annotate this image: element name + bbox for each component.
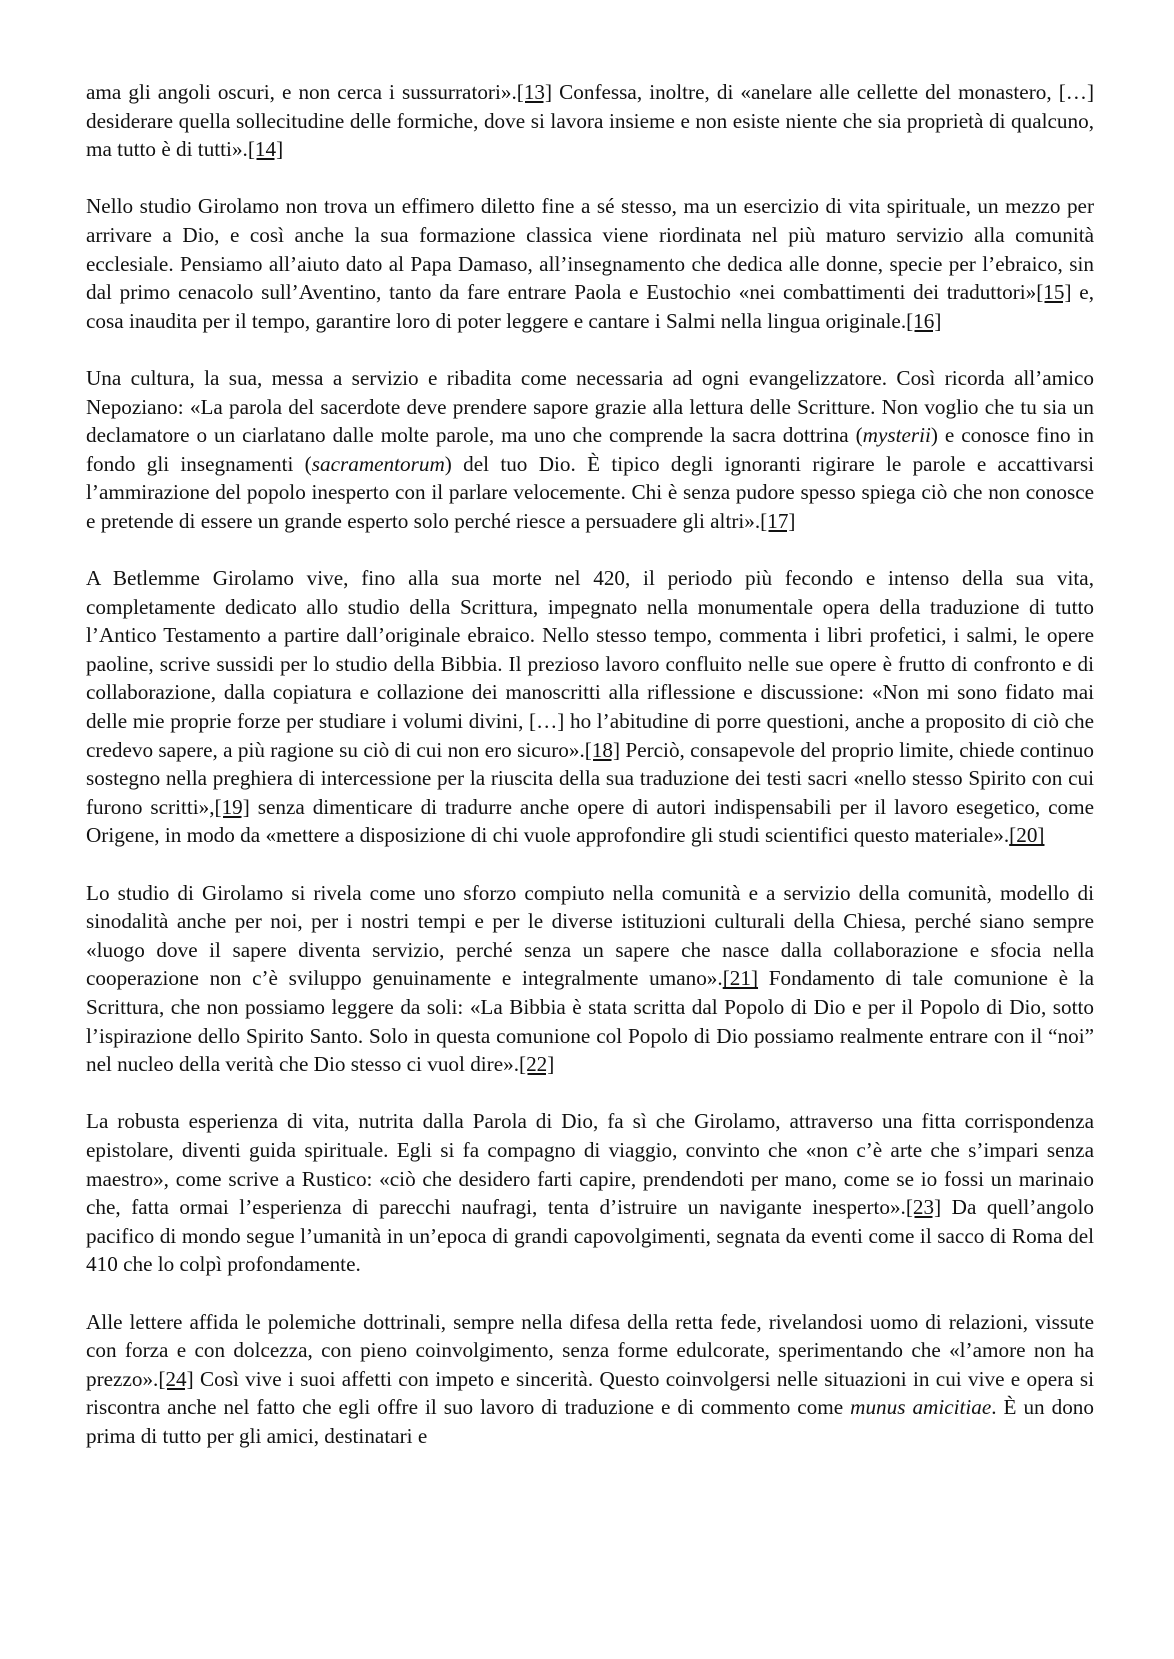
- text-run: Una cultura, la sua, messa a servizio e ribadita come necessaria ad ogni evangelizzatore. Così ricorda all’amico Nepoziano: «La parola del sacerdote deve prendere sapore grazie alla lettura delle Scritture. Non voglio che tu sia un declamatore o un ciarlatano dalle molte parole, ma uno che comprende la sacra dottrina (: [86, 365, 1094, 448]
- paragraph-7: [86, 1308, 1094, 1451]
- text-run: Fondamento di tale comunione è la Scrittura, che non possiamo leggere da soli: «La Bibbia è stata scritta dal Popolo di Dio e per il Popolo di Dio, sotto l’ispirazione dello Spirito Santo. Solo in questa comunione col Popolo di Dio possiamo realmente entrare con il “noi” nel nucleo della verità che Dio stesso ci vuol dire».: [86, 966, 1095, 1077]
- text-run: Nello studio Girolamo non trova un effimero diletto fine a sé stesso, ma un esercizio di vita spirituale, un mezzo per arrivare a Dio, e così anche la sua formazione classica viene riordinata nel più maturo servizio alla comunità ecclesiale. Pensiamo all’aiuto dato al Papa Damaso, all’insegnamento che dedica alle donne, specie per l’ebraico, sin dal primo cenacolo sull’Aventino, tanto da fare entrare Paola e Eustochio «nei combattimenti dei traduttori»: [86, 194, 1094, 305]
- text-run: . È un dono prima di tutto per gli amici, destinatari e: [86, 1395, 1094, 1448]
- footnote-link-18[interactable]: [18]: [584, 737, 621, 762]
- paragraph-1: [86, 78, 1094, 164]
- footnote-link-13[interactable]: [13]: [516, 80, 553, 104]
- footnote-link-23[interactable]: [23]: [905, 1195, 942, 1220]
- text-run: Così vive i suoi affetti con impeto e sincerità. Questo coinvolgersi nelle situazioni in cui vive e opera si riscontra anche nel fatto che egli offre il suo lavoro di traduzione e di commento come: [86, 1366, 1094, 1420]
- latin-term-munus-amicitiae: munus amicitiae: [850, 1395, 992, 1420]
- text-run: ) del tuo Dio. È tipico degli ignoranti rigirare le parole e accattivarsi l’ammirazione del popolo inesperto con il parlare velocemente. Chi è senza pudore spesso spiega ciò che non conosce e pretende di essere un grande esperto solo perché riesce a persuadere gli altri».: [86, 451, 1094, 533]
- paragraph-2: [86, 192, 1094, 335]
- text-run: e, cosa inaudita per il tempo, garantire loro di poter leggere e cantare i Salmi nella lingua originale.: [86, 280, 1094, 333]
- document-page: [86, 78, 1094, 1479]
- footnote-link-21[interactable]: [21]: [722, 966, 759, 991]
- latin-term-mysterii: mysterii: [862, 423, 931, 448]
- text-run: Lo studio di Girolamo si rivela come uno sforzo compiuto nella comunità e a servizio della comunità, modello di sinodalità anche per noi, per i nostri tempi e per le diverse istituzioni culturali della Chiesa, perché siano sempre «luogo dove il sapere diventa servizio, perché senza un sapere che nasce dalla collaborazione e sfocia nella cooperazione non c’è sviluppo genuinamente e integralmente umano».: [86, 880, 1094, 991]
- text-run: A Betlemme Girolamo vive, fino alla sua morte nel 420, il periodo più fecondo e intenso della sua vita, completamente dedicato allo studio della Scrittura, impegnato nella monumentale opera della traduzione di tutto l’Antico Testamento a partire dall’originale ebraico. Nello stesso tempo, commenta i libri profetici, i salmi, le opere paoline, scrive sussidi per lo studio della Bibbia. Il prezioso lavoro confluito nelle sue opere è frutto di confronto e di collaborazione, dalla copiatura e collazione dei manoscritti alla riflessione e discussione: «Non mi sono fidato mai delle mie proprie forze per studiare i volumi divini, […] ho l’abitudine di porre questioni, anche a proposito di ciò che credevo sapere, a più ragione su ciò di cui non ero sicuro».: [86, 566, 1094, 762]
- paragraph-6: [86, 1107, 1094, 1279]
- text-run: Perciò, consapevole del proprio limite, chiede continuo sostegno nella preghiera di intercessione per la riuscita della sua traduzione dei testi sacri «nello stesso Spirito con cui furono scritti»,: [86, 737, 1094, 819]
- footnote-link-20[interactable]: [20]: [1009, 823, 1045, 848]
- paragraph-4: [86, 564, 1094, 850]
- paragraph-5: [86, 879, 1094, 1079]
- footnote-link-17[interactable]: [17]: [760, 508, 796, 533]
- footnote-link-16[interactable]: [16]: [906, 308, 942, 333]
- footnote-link-14[interactable]: [14]: [247, 137, 284, 162]
- text-run: Da quell’angolo pacifico di mondo segue l’umanità in un’epoca di grandi capovolgimenti, segnata da eventi come il sacco di Roma del 410 che lo colpì profondamente.: [86, 1195, 1094, 1277]
- footnote-link-19[interactable]: [19]: [214, 794, 250, 819]
- text-run: Confessa, inoltre, di «anelare alle cellette del monastero, […] desiderare quella sollecitudine delle formiche, dove si lavora insieme e non esiste niente che sia proprietà di qualcuno, ma tutto è di tutti».: [86, 80, 1095, 162]
- text-run: Alle lettere affida le polemiche dottrinali, sempre nella difesa della retta fede, rivelandosi uomo di relazioni, vissute con forza e con dolcezza, con pieno coinvolgimento, senza forme edulcorate, sperimentando che «l’amore non ha prezzo».: [86, 1309, 1094, 1391]
- footnote-link-24[interactable]: [24]: [158, 1366, 194, 1391]
- latin-term-sacramentorum: sacramentorum: [311, 451, 445, 476]
- footnote-link-22[interactable]: [22]: [519, 1052, 555, 1077]
- footnote-link-15[interactable]: [15]: [1036, 280, 1072, 305]
- paragraph-3: [86, 364, 1094, 536]
- text-run: senza dimenticare di tradurre anche opere di autori indispensabili per il lavoro esegetico, come Origene, in modo da «mettere a disposizione di chi vuole approfondire gli studi scientifici questo materiale».: [86, 794, 1094, 848]
- text-run: ama gli angoli oscuri, e non cerca i sussurratori».: [86, 80, 517, 104]
- text-run: La robusta esperienza di vita, nutrita dalla Parola di Dio, fa sì che Girolamo, attraverso una fitta corrispondenza epistolare, diventi guida spirituale. Egli si fa compagno di viaggio, convinto che «non c’è arte che s’impari senza maestro», come scrive a Rustico: «ciò che desidero farti capire, prendendoti per mano, come se io fossi un marinaio che, fatta ormai l’esperienza di parecchi naufragi, tenta d’istruire un navigante inesperto».: [86, 1109, 1094, 1220]
- text-run: ) e conosce fino in fondo gli insegnamenti (: [86, 423, 1094, 476]
